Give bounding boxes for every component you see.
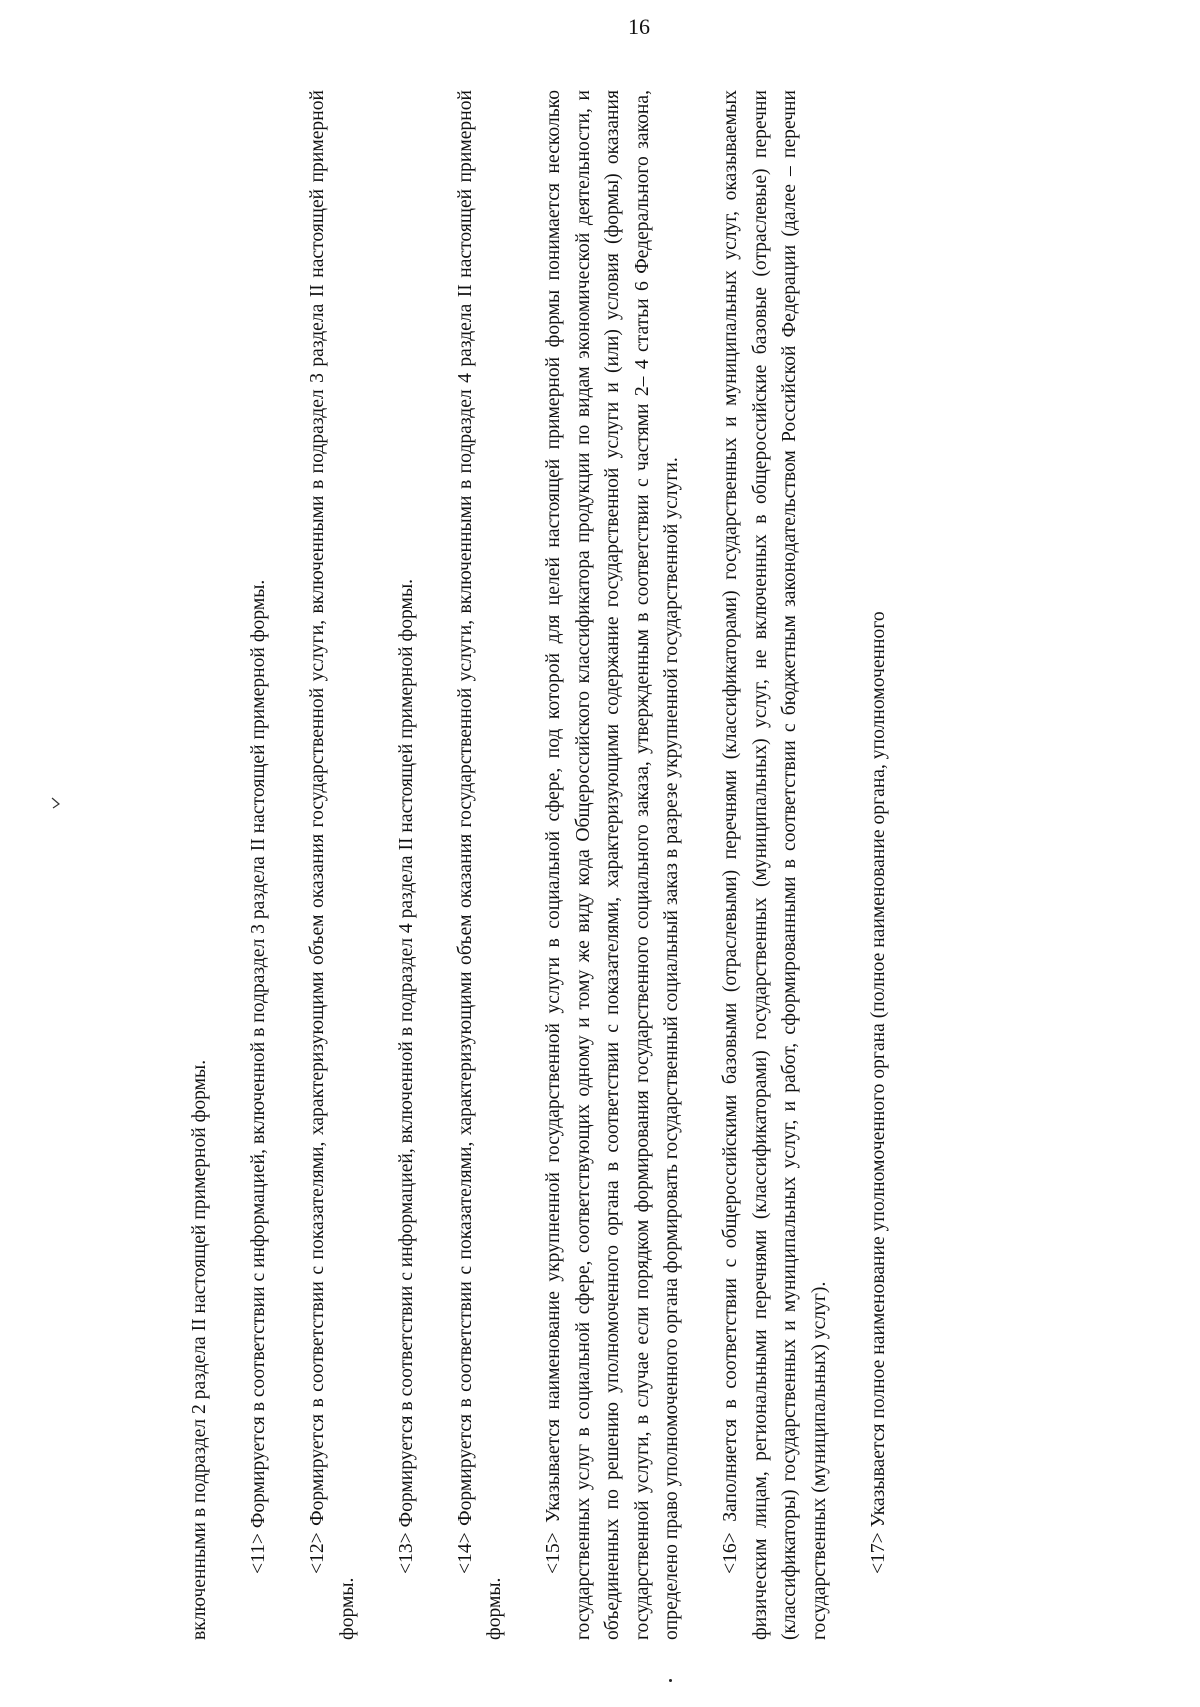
footnote-13: <13> Формируется в соответствии с информацией, включенной в подраздел 4 раздела II настоящей примерной формы.	[395, 578, 417, 1574]
continuation-paragraph: включенными в подраздел 2 раздела II настоящей примерной формы.	[189, 1059, 210, 1640]
footnote-12: <12> Формируется в соответствии с показателями, характеризующими объем оказания государственной услуги, включенными в подраздел 3 раздела II настоящей примерной формы.	[307, 90, 358, 1640]
footnote-15: <15> Указывается наименование укрупненной государственной услуги в социальной сфере, под которой для целей настоящей примерной формы понимается несколько государственных услуг в социальной сфере, соответствующих одному и тому же виду кода Общероссийского классификатора продукции по видам экономической деятельности, и объединенных по решению уполномоченного органа в соответствии с показателями, характеризующими содержание государственной услуги и (или) условия (формы) оказания государственной услуги, в случае если порядком формирования государственного социального заказа, утвержденным в соответствии с частями 2– 4 статьи 6 Федерального закона, определено право уполномоченного органа формировать государственный социальный заказ в разрезе укрупненной государственной услуги.	[543, 90, 682, 1640]
stray-scan-mark	[50, 796, 62, 810]
footnote-17: <17> Указывается полное наименование уполномоченного органа (полное наименование органа, уполномоченного	[867, 611, 889, 1574]
page-number: 16	[628, 14, 650, 39]
footnote-16: <16> Заполняется в соответствии с общероссийскими базовыми (отраслевыми) перечнями (классификаторами) государственных и муниципальных услуг, оказываемых физическим лицам, региональными перечнями (классификаторами) государственных (муниципальных) услуг, не включенных в общероссийские базовые (отраслевые) перечни (классификаторы) государственных и муниципальных услуг, и работ, сформированными в соответствии с бюджетным законодательством Российской Федерации (далее – перечни государственных (муниципальных) услуг).	[720, 90, 830, 1640]
footnote-11: <11> Формируется в соответствии с информацией, включенной в подраздел 3 раздела II настоящей примерной формы.	[248, 579, 269, 1574]
footnote-14: <14> Формируется в соответствии с показателями, характеризующими объем оказания государственной услуги, включенными в подраздел 4 раздела II настоящей примерной формы.	[454, 90, 505, 1640]
stray-scan-dot	[669, 1679, 672, 1682]
rotated-document-body	[185, 90, 923, 1640]
